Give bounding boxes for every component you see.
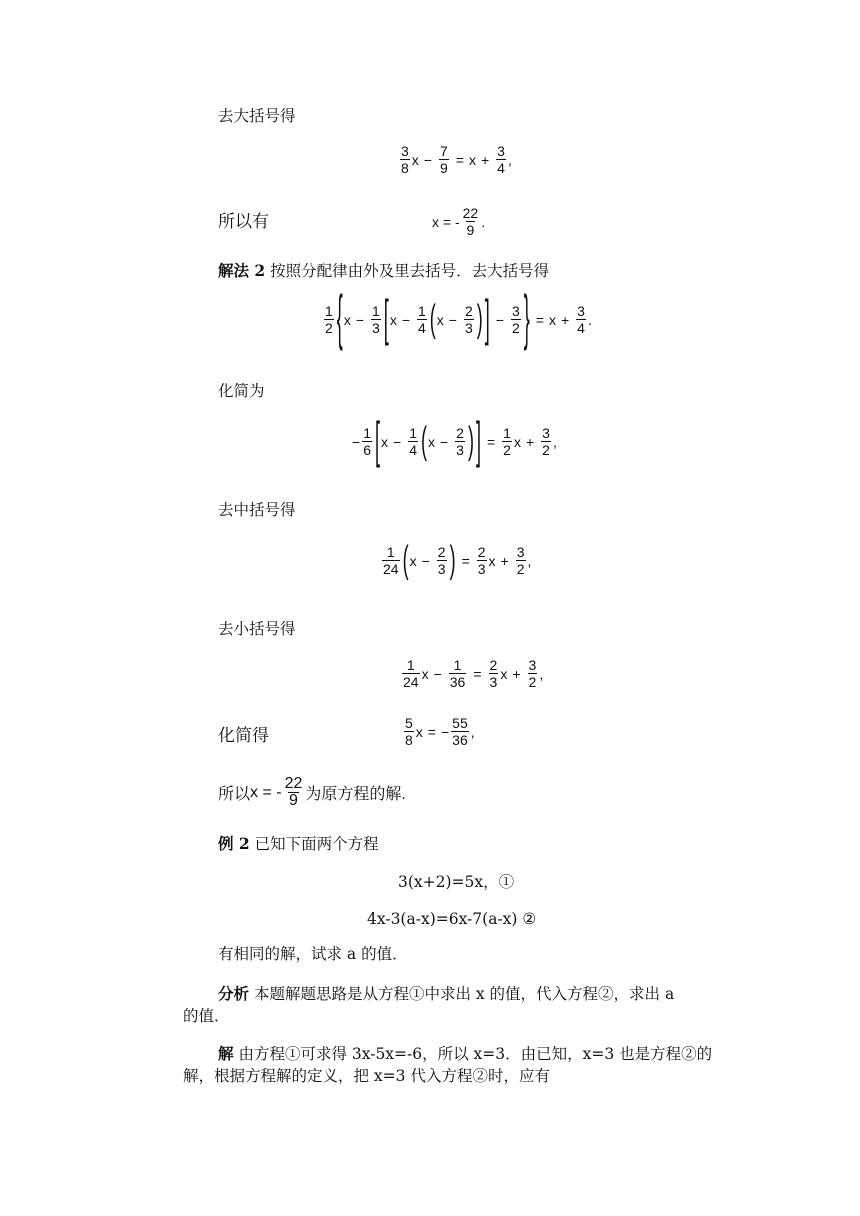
text-simplify-get: 化简得 (218, 726, 269, 746)
text-analysis-line-1: 分析 本题解题思路是从方程①中求出 x 的值，代入方程②，求出 a (218, 984, 675, 1003)
text-remove-parentheses: 去小括号得 (218, 620, 296, 638)
text-solution-line-1: 解 由方程①可求得 3x-5x=-6，所以 x=3．由已知，x=3 也是方程②的 (218, 1044, 713, 1063)
text-solution-line-2: 解，根据方程解的定义，把 x=3 代入方程②时，应有 (183, 1067, 550, 1085)
equation-1: $\frac{3}{8}$ x − $\frac{7}{9}$ = x + $\frac{3}{4}$ , (401, 143, 512, 176)
equation-5: $\frac{1}{24}$ ( x − $\frac{2}{3}$ ) = $\frac{2}{3}$ x + $\frac{3}{2}$ , (383, 538, 532, 581)
text-so-we-have: 所以有 (218, 212, 269, 232)
label-solution: 解 (218, 1044, 234, 1063)
label-analysis: 分析 (218, 984, 250, 1003)
equation-2: x = - $\frac{22}{9}$ . (432, 205, 486, 238)
equation-4: − $\frac{1}{6}$ [ x − $\frac{1}{4}$ ( x − $\frac{2}{3}$ ) ] = $\frac{1}{2}$ x + $\frac{3}{2}$ , (352, 412, 557, 469)
text-remove-braces: 去大括号得 (218, 107, 296, 125)
equation-6: $\frac{1}{24}$ x − $\frac{1}{36}$ = $\frac{2}{3}$ x + $\frac{3}{2}$ , (403, 657, 544, 690)
text-method-2: 解法 2 按照分配律由外及里去括号．去大括号得 (218, 261, 550, 280)
text-same-solution: 有相同的解，试求 a 的值． (218, 945, 408, 963)
equation-3: $\frac{1}{2}$ { x − $\frac{1}{3}$ [ x − $\frac{1}{4}$ ( x − $\frac{2}{3}$ ) ] − $\frac{3}{2}$ } = x + $\frac{3}{4}$ . (325, 283, 592, 352)
text-conclusion: 所以 x = - $\frac{22}{9}$ 为原方程的解. (218, 775, 406, 809)
text-analysis-line-2: 的值． (183, 1007, 230, 1025)
label-method-2: 解法 2 (218, 261, 266, 280)
label-example-2: 例 2 (218, 834, 250, 853)
equation-9: 4x-3(a-x)=6x-7(a-x) ② (367, 910, 537, 928)
text-remove-square-brackets: 去中括号得 (218, 501, 296, 519)
equation-7: $\frac{5}{8}$ x = − $\frac{55}{36}$ , (405, 715, 475, 748)
equation-8: 3(x+2)=5x，① (398, 873, 515, 891)
text-example-2: 例 2 已知下面两个方程 (218, 834, 379, 853)
text-simplify-to: 化简为 (218, 382, 265, 400)
